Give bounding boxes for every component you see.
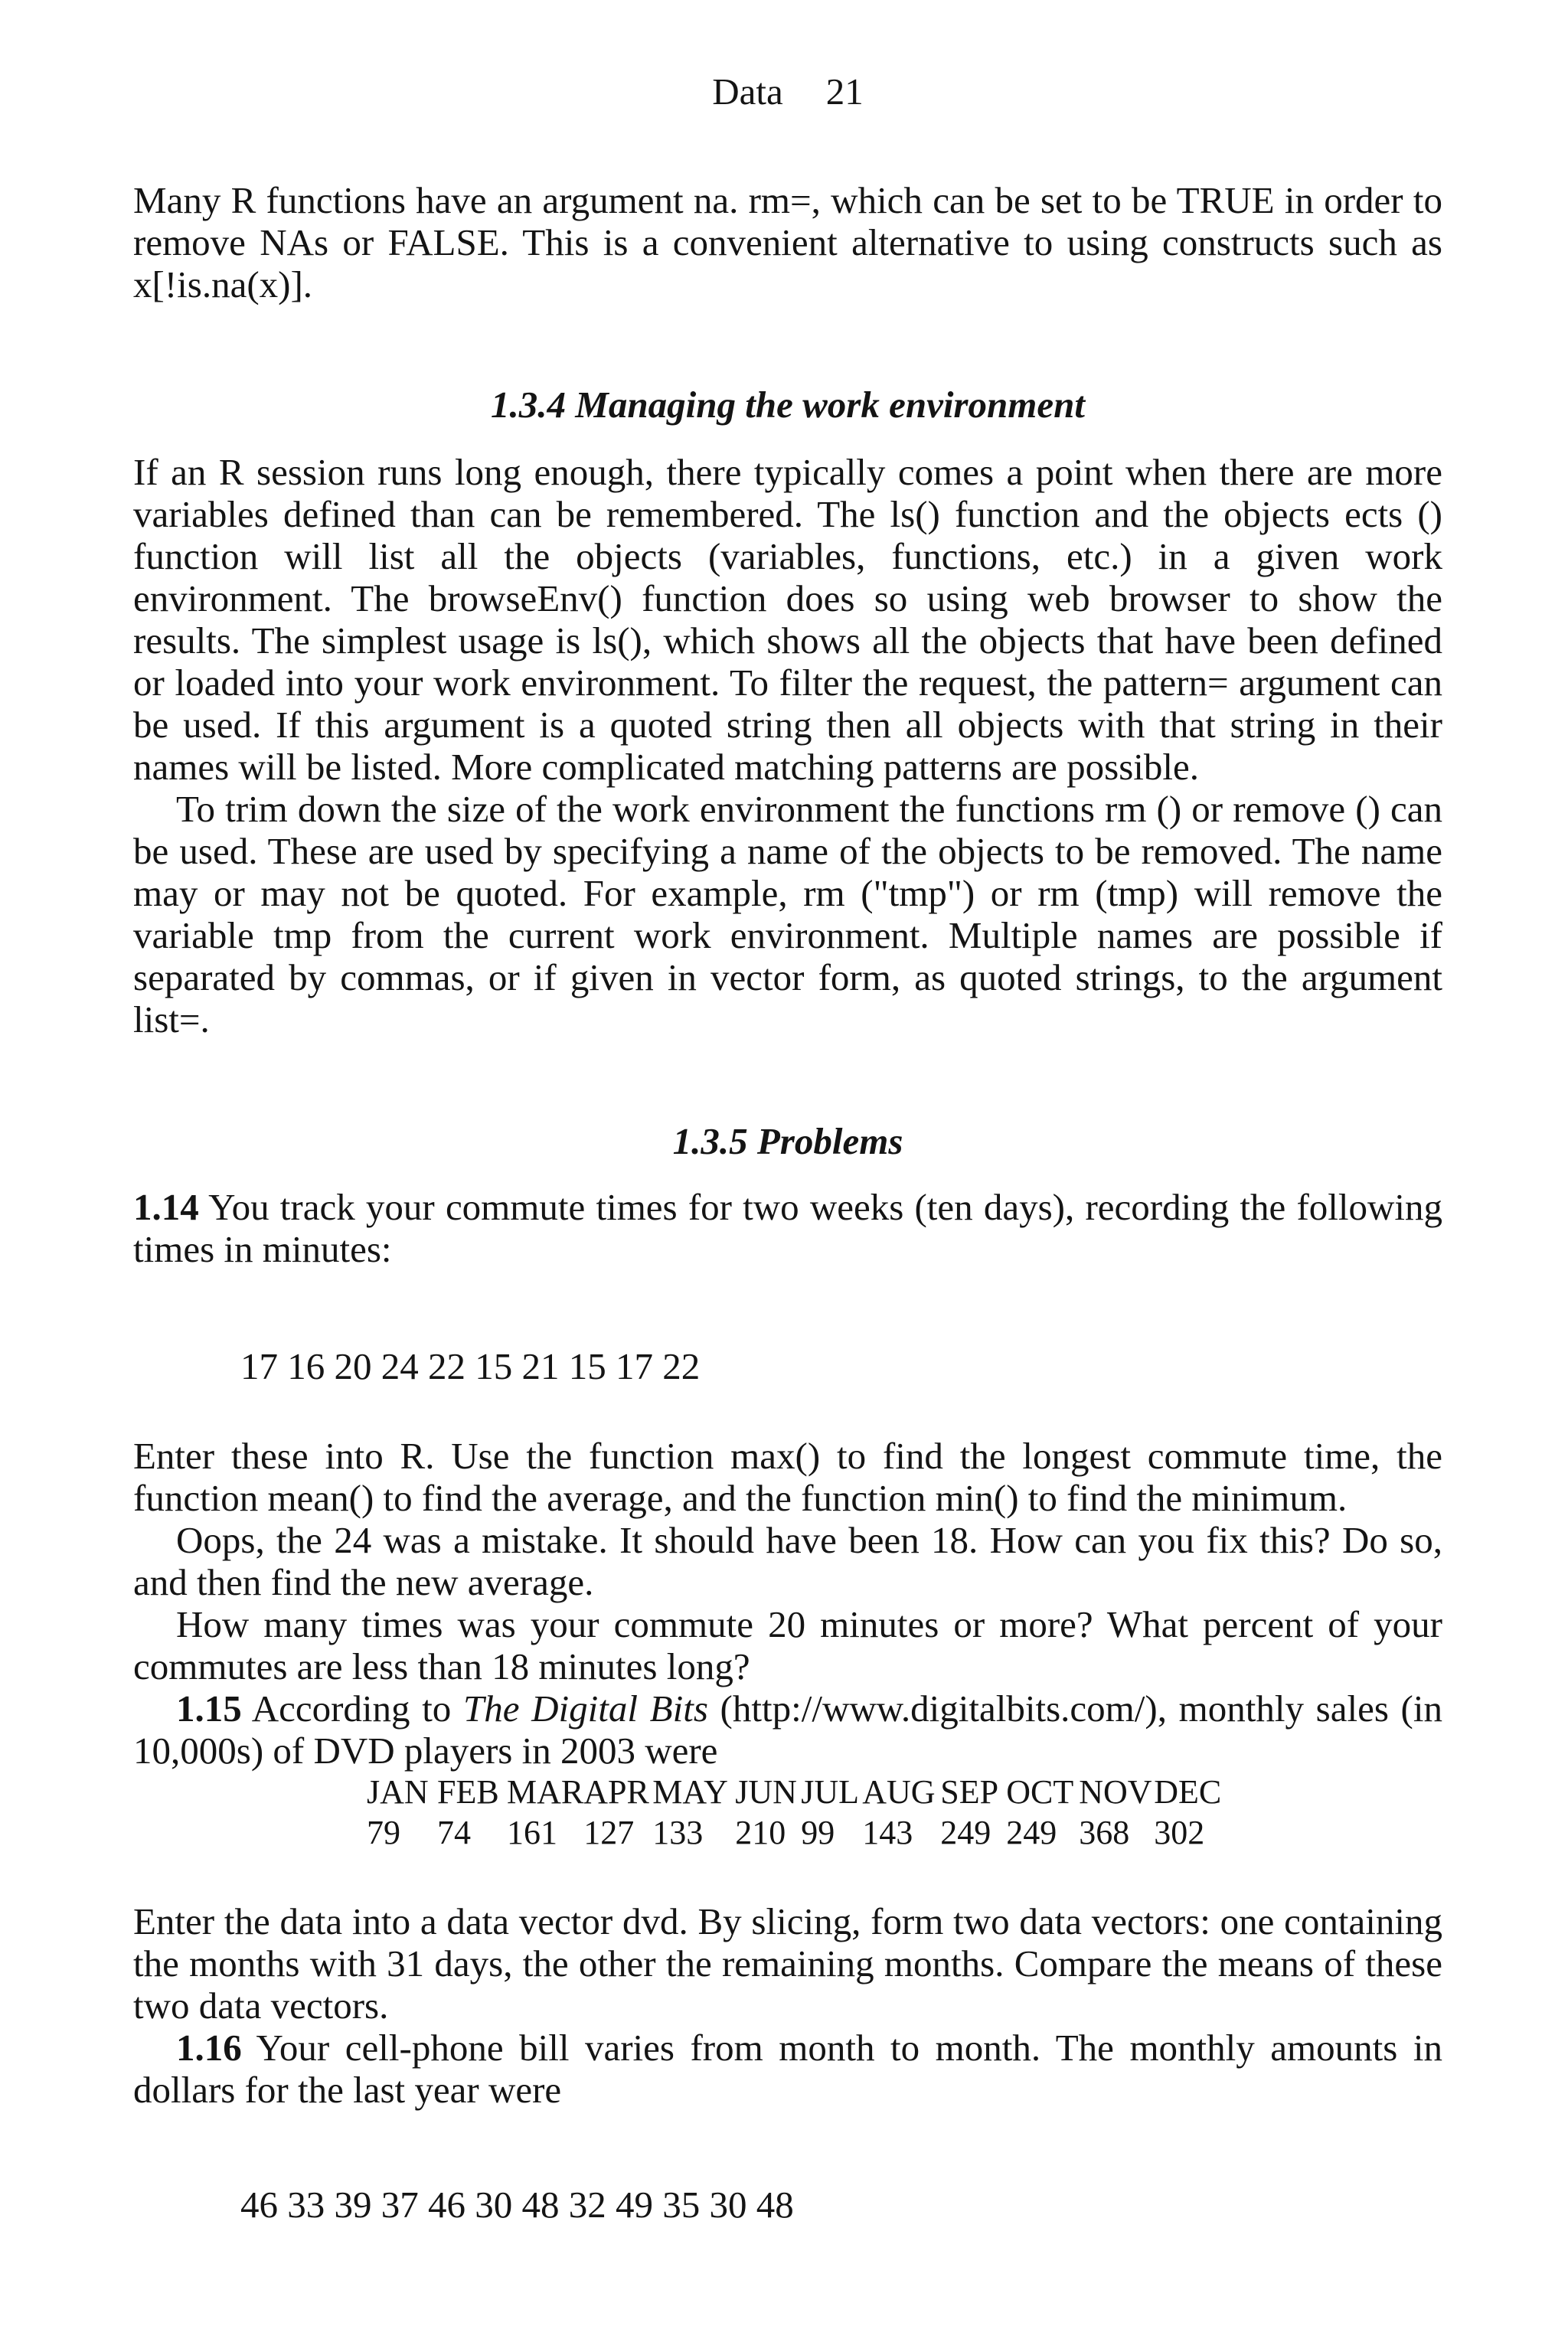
value-cell: 368	[1079, 1814, 1130, 1851]
month-cell: NOV	[1079, 1773, 1152, 1811]
problem-1-14-correction: Oops, the 24 was a mistake. It should have been 18. How can you fix this? Do so, and then find the new average.	[133, 1519, 1442, 1603]
phone-bill-data: 46 33 39 37 46 30 48 32 49 35 30 48	[240, 2184, 794, 2226]
sales-values-row	[367, 1812, 1221, 1853]
problem-text: (http://www.digitalbits.com/), monthly sales (in 10,000s) of DVD players in 2003 were	[133, 1687, 1442, 1772]
intro-paragraph: Many R functions have an argument na. rm=, which can be set to be TRUE in order to remove NAs or FALSE. This is a convenient alternative to using constructs such as x[!is.na(x)].	[133, 179, 1442, 305]
value-cell: 127	[583, 1814, 635, 1851]
problem-1-14-questions: How many times was your commute 20 minutes or more? What percent of your commutes are less than 18 minutes long?	[133, 1603, 1442, 1687]
value-cell: 210	[735, 1814, 786, 1851]
value-cell: 79	[367, 1814, 400, 1851]
value-cell: 249	[940, 1814, 991, 1851]
problem-number: 1.14	[133, 1186, 199, 1228]
value-cell: 133	[652, 1814, 704, 1851]
month-cell: MAR	[507, 1773, 584, 1811]
page-number: 21	[825, 70, 864, 113]
month-cell: OCT	[1006, 1773, 1074, 1811]
month-cell: AUG	[862, 1773, 936, 1811]
value-cell: 74	[437, 1814, 471, 1851]
month-cell: APR	[583, 1773, 649, 1811]
problem-1-14-instructions: Enter these into R. Use the function max() to find the longest commute time, the function mean() to find the average, and the function min() to find the minimum.	[133, 1435, 1442, 1519]
value-cell: 143	[862, 1814, 913, 1851]
month-cell: FEB	[437, 1773, 499, 1811]
problem-1-15	[133, 1687, 1442, 1772]
environment-paragraph-2: To trim down the size of the work environment the functions rm () or remove () can be used. These are used by specifying a name of the objects to be removed. The name may or may not be quoted. For example, rm ("tmp") or rm (tmp) will remove the variable tmp from the current work environment. Multiple names are possible if separated by commas, or if given in vector form, as quoted strings, to the argument list=.	[133, 788, 1442, 1040]
month-cell: DEC	[1154, 1773, 1222, 1811]
value-cell: 161	[507, 1814, 557, 1851]
source-title: The Digital Bits	[462, 1687, 708, 1730]
month-cell: JUN	[735, 1773, 797, 1811]
running-head	[133, 69, 1442, 115]
problem-text: According to	[241, 1687, 463, 1730]
dvd-sales-table	[367, 1772, 1221, 1853]
problem-1-16	[133, 2027, 1442, 2111]
problem-1-15-instructions: Enter the data into a data vector dvd. By slicing, form two data vectors: one containing the months with 31 days, the other the remaining months. Compare the means of these two data vectors.	[133, 1900, 1442, 2027]
problem-number: 1.16	[176, 2027, 242, 2069]
commute-times-data: 17 16 20 24 22 15 21 15 17 22	[240, 1345, 701, 1387]
month-cell: MAY	[652, 1773, 728, 1811]
section-heading-managing-environment: 1.3.4 Managing the work environment	[491, 384, 1085, 426]
value-cell: 249	[1006, 1814, 1057, 1851]
problem-number: 1.15	[176, 1687, 242, 1730]
value-cell: 302	[1154, 1814, 1205, 1851]
environment-paragraph-1: If an R session runs long enough, there typically comes a point when there are more variables defined than can be remembered. The ls() function and the objects ects () function will list all the objects (variables, functions, etc.) in a given work environment. The browseEnv() function does so using web browser to show the results. The simplest usage is ls(), which shows all the objects that have been defined or loaded into your work environment. To filter the request, the pattern= argument can be used. If this argument is a quoted string then all objects with that string in their names will be listed. More complicated matching patterns are possible.	[133, 451, 1442, 788]
month-header-row	[367, 1772, 1221, 1812]
problem-text: You track your commute times for two weeks (ten days), recording the following times in minutes:	[133, 1186, 1442, 1270]
problem-1-14	[133, 1186, 1442, 1270]
problem-text: Your cell-phone bill varies from month to month. The monthly amounts in dollars for the last year were	[133, 2027, 1442, 2111]
running-title: Data	[712, 70, 783, 113]
section-heading-problems: 1.3.5 Problems	[672, 1120, 903, 1162]
month-cell: JAN	[367, 1773, 429, 1811]
value-cell: 99	[801, 1814, 835, 1851]
book-page	[133, 69, 1442, 2226]
month-cell: SEP	[940, 1773, 999, 1811]
month-cell: JUL	[801, 1773, 860, 1811]
